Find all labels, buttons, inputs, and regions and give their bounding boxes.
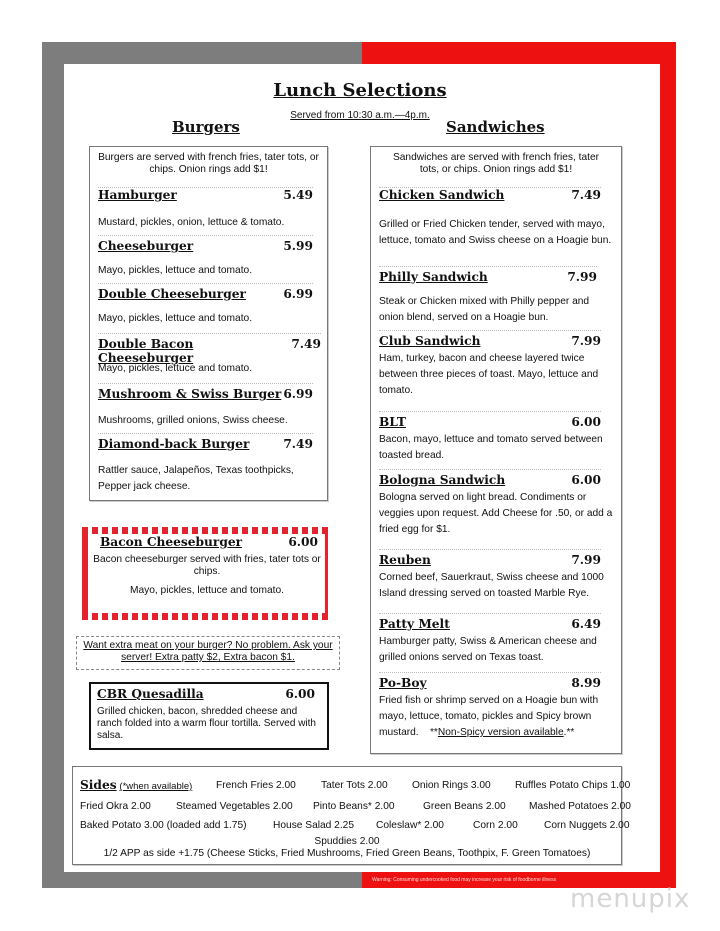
side-item: Pinto Beans* 2.00 (313, 801, 395, 812)
sides-row-4: Spuddies 2.00 (314, 836, 380, 847)
item-name: Cheeseburger (98, 239, 194, 253)
item-price: 7.99 (571, 553, 601, 567)
item-desc: Mustard, pickles, onion, lettuce & tomato. (98, 217, 285, 228)
special-price: 6.00 (288, 535, 318, 549)
item-desc: Mayo, pickles, lettuce and tomato. (98, 363, 253, 374)
item-price: 6.99 (283, 387, 313, 401)
item-price: 7.99 (571, 334, 601, 348)
side-item: Coleslaw* 2.00 (376, 820, 444, 831)
item-name: Patty Melt (379, 617, 450, 631)
item-name: Philly Sandwich (379, 270, 488, 284)
side-item: Corn 2.00 (473, 820, 518, 831)
item-desc: Mayo, pickles, lettuce and tomato. (98, 313, 253, 324)
menu-item (379, 330, 601, 348)
item-name: Chicken Sandwich (379, 188, 505, 202)
menu-item (379, 187, 601, 202)
quesadilla-price: 6.00 (285, 687, 315, 701)
side-item: Tater Tots 2.00 (321, 780, 388, 791)
menu-item (379, 469, 601, 487)
burgers-heading: Burgers (172, 118, 240, 136)
side-item: French Fries 2.00 (216, 780, 296, 791)
item-desc: Ham, turkey, bacon and cheese layered twice between three pieces of toast. Mayo, lettuce and tomato. (379, 353, 599, 396)
menu-item (98, 187, 313, 202)
item-name: Reuben (379, 553, 431, 567)
item-desc-extra-pre: ** (429, 727, 438, 738)
item-price: 7.99 (567, 270, 597, 284)
quesadilla-desc: Grilled chicken, bacon, shredded cheese and ranch folded into a warm flour tortilla. Served with salsa. (97, 706, 316, 741)
item-desc-extra-post: .** (563, 727, 575, 738)
menu-item (98, 433, 313, 451)
item-price: 7.49 (283, 437, 313, 451)
side-item: House Salad 2.25 (273, 820, 354, 831)
quesadilla-header (97, 687, 315, 701)
extra-meat-note: Want extra meat on your burger? No problem. Ask your server! Extra patty $2, Extra bacon $1. (83, 640, 333, 663)
quesadilla-name: CBR Quesadilla (97, 687, 204, 701)
item-name: Club Sandwich (379, 334, 481, 348)
item-name: Po-Boy (379, 676, 427, 690)
item-name: BLT (379, 415, 406, 429)
item-name: Double Bacon Cheeseburger (98, 337, 194, 365)
item-name: Mushroom & Swiss Burger (98, 387, 282, 401)
item-desc: Rattler sauce, Jalapeños, Texas toothpicks, Pepper jack cheese. (98, 465, 294, 492)
side-item: Onion Rings 3.00 (412, 780, 491, 791)
side-item: Ruffles Potato Chips 1.00 (515, 780, 631, 791)
sides-label: Sides (80, 778, 117, 792)
item-desc: Mayo, pickles, lettuce and tomato. (98, 265, 253, 276)
menu-item (379, 672, 601, 690)
served-hours: Served from 10:30 a.m.—4p.m. (290, 110, 430, 121)
menu-item (98, 283, 313, 301)
menu-item (379, 411, 601, 429)
side-item: Fried Okra 2.00 (80, 801, 151, 812)
footer-warning: Warning: Consuming undercooked food may increase your risk of foodborne illness (372, 877, 557, 883)
item-desc (379, 693, 615, 741)
sides-note: (*when available) (119, 781, 193, 792)
page-title: Lunch Selections (273, 80, 447, 101)
side-item: Baked Potato 3.00 (loaded add 1.75) (80, 820, 247, 831)
item-price: 6.00 (571, 473, 601, 487)
special-name: Bacon Cheeseburger (100, 535, 243, 549)
menu-item (379, 549, 601, 567)
special-box (82, 527, 332, 620)
special-desc-2: Mayo, pickles, lettuce and tomato. (129, 585, 285, 596)
sandwiches-heading: Sandwiches (446, 118, 545, 136)
watermark: menupix (570, 884, 691, 914)
sandwiches-box (370, 146, 622, 754)
quesadilla-box (89, 682, 329, 750)
item-desc-extra-link: Non-Spicy version available (437, 727, 564, 738)
item-price: 6.49 (571, 617, 601, 631)
special-header (100, 535, 318, 549)
special-desc: Bacon cheeseburger served with fries, tater tots or chips. (93, 554, 321, 577)
sides-box (72, 766, 631, 865)
item-price: 6.00 (571, 415, 601, 429)
item-price: 8.99 (571, 676, 601, 690)
menu-item (98, 383, 313, 401)
item-name: Hamburger (98, 188, 177, 202)
side-item: Green Beans 2.00 (423, 801, 506, 812)
side-item: Corn Nuggets 2.00 (544, 820, 630, 831)
item-price: 5.49 (283, 188, 313, 202)
item-price: 7.49 (571, 188, 601, 202)
side-item: Mashed Potatoes 2.00 (529, 801, 631, 812)
extra-meat-box (76, 636, 340, 670)
item-desc: Grilled or Fried Chicken tender, served with mayo, lettuce, tomato and Swiss cheese on a Hoagie bun. (379, 219, 612, 246)
side-item: Steamed Vegetables 2.00 (176, 801, 293, 812)
item-desc-text: Fried fish or shrimp served on a Hoagie bun with mayo, lettuce, tomato, pickles and Spicy brown mustard. (379, 695, 599, 738)
menu-item (379, 613, 601, 631)
item-desc: Steak or Chicken mixed with Philly pepper and onion blend, served on a Hoagie bun. (379, 296, 590, 323)
item-name: Double Cheeseburger (98, 287, 246, 301)
item-desc: Corned beef, Sauerkraut, Swiss cheese and 1000 Island dressing served on toasted Marble Rye. (379, 572, 604, 599)
item-desc: Hamburger patty, Swiss & American cheese and grilled onions served on Texas toast. (379, 636, 597, 663)
sandwiches-note: Sandwiches are served with french fries, tater tots, or chips. Onion rings add $1! (392, 152, 600, 175)
menu-item (98, 235, 313, 253)
item-price: 6.99 (283, 287, 313, 301)
item-desc: Bologna served on light bread. Condiments or veggies upon request. Add Cheese for .50, or add a fried egg for $1. (379, 492, 613, 535)
sides-row-5: 1/2 APP as side +1.75 (Cheese Sticks, Fried Mushrooms, Fried Green Beans, Toothpix, F. Green Tomatoes) (103, 848, 591, 859)
item-name: Diamond-back Burger (98, 437, 250, 451)
item-price: 5.99 (283, 239, 313, 253)
menu-item (379, 266, 597, 284)
item-price: 7.49 (291, 337, 321, 351)
burgers-box (89, 146, 328, 501)
item-desc: Bacon, mayo, lettuce and tomato served between toasted bread. (379, 434, 603, 461)
burgers-note: Burgers are served with french fries, tater tots, or chips. Onion rings add $1! (98, 152, 319, 175)
item-name: Bologna Sandwich (379, 473, 506, 487)
item-desc: Mushrooms, grilled onions, Swiss cheese. (98, 415, 288, 426)
